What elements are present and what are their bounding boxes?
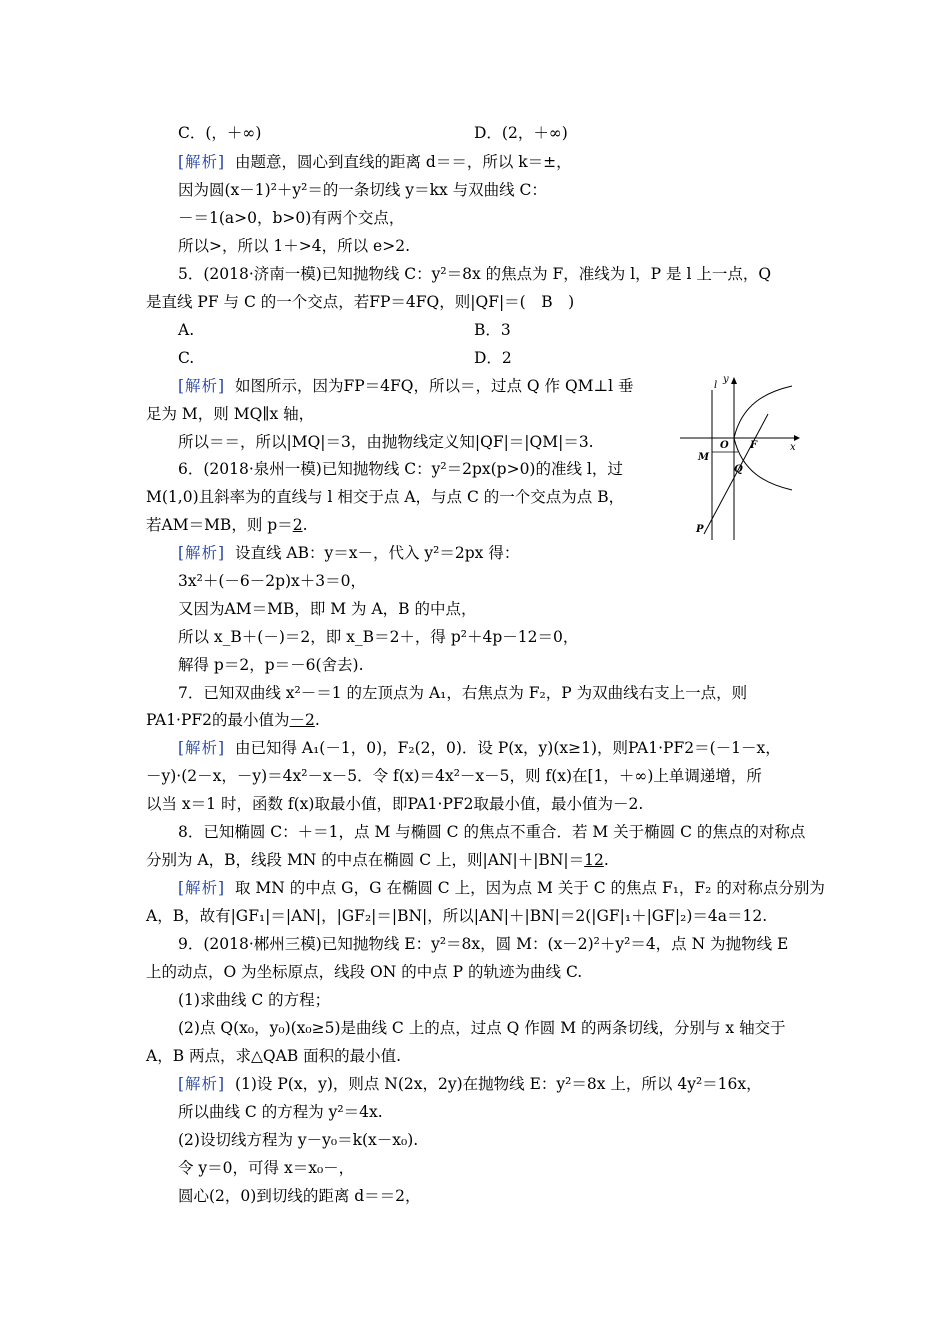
q5-option-a: A.	[178, 321, 195, 339]
q9-solution-line-5: 圆心(2，0)到切线的距离 d＝＝2，	[178, 1187, 421, 1205]
q5-solution-line-3: 所以＝＝，所以|MQ|＝3，由抛物线定义知|QF|＝|QM|＝3.	[178, 433, 594, 451]
q6-solution-line-4: 所以 x_B＋(－)＝2，即 x_B＝2＋，得 p²＋4p－12＝0，	[178, 628, 579, 646]
q6-solution-line-5: 解得 p＝2，p＝－6(舍去).	[178, 656, 364, 674]
q9-part-2-line-2: A，B 两点，求△QAB 面积的最小值.	[146, 1047, 402, 1065]
q5-solution-line-1	[178, 376, 634, 396]
q5-solution-text-1: 如图所示，因为FP＝4FQ，所以＝，过点 Q 作 QM⊥l 垂	[234, 377, 634, 395]
q5-solution-line-2: 足为 M，则 MQ∥x 轴，	[146, 405, 315, 423]
q9-stem-line-1: 9．(2018·郴州三模)已知抛物线 E：y²＝8x，圆 M：(x－2)²＋y²＝4，点 N 为抛物线 E	[178, 935, 789, 953]
q7-answer: －2	[289, 711, 315, 729]
label-m: M	[698, 452, 710, 463]
q9-part-1: (1)求曲线 C 的方程；	[178, 991, 331, 1009]
x-axis-arrow	[794, 435, 800, 441]
q7-solution-line-3: 以当 x＝1 时，函数 f(x)取最小值，即PA1·PF2取最小值，最小值为－2.	[146, 795, 644, 813]
q8-answer: 12	[584, 851, 604, 869]
analysis-tag: [解析]	[178, 879, 226, 897]
q6-stem-line-2: M(1,0)且斜率为的直线与 l 相交于点 A，与点 C 的一个交点为点 B，	[146, 488, 625, 506]
q9-solution-text-1: (1)设 P(x，y)，则点 N(2x，2y)在抛物线 E：y²＝8x 上，所以 4y²＝16x，	[234, 1075, 762, 1093]
q5-stem-line-1: 5．(2018·济南一模)已知抛物线 C：y²＝8x 的焦点为 F，准线为 l，P 是 l 上一点，Q	[178, 265, 772, 283]
q9-part-2-line-1: (2)点 Q(x₀，y₀)(x₀≥5)是曲线 C 上的点，过点 Q 作圆 M 的两条切线，分别与 x 轴交于	[178, 1019, 786, 1037]
label-y: y	[723, 374, 729, 385]
q4-solution-line-1	[178, 152, 572, 172]
q7-solution-line-2: －y)·(2－x，－y)＝4x²－x－5．令 f(x)＝4x²－x－5，则 f(x)在[1，＋∞)上单调递增，所	[146, 767, 762, 785]
q7-solution-line-1	[178, 738, 781, 758]
label-p: P	[696, 524, 704, 535]
q4-solution-line-2: 因为圆(x－1)²＋y²＝的一条切线 y＝kx 与双曲线 C：	[178, 181, 547, 199]
y-axis-arrow	[731, 377, 737, 384]
analysis-tag: [解析]	[178, 1075, 226, 1093]
q6-solution-line-1	[178, 543, 519, 563]
label-f: F	[750, 440, 758, 451]
q6-solution-line-3: 又因为AM＝MB，即 M 为 A，B 的中点，	[178, 600, 477, 618]
q6-solution-text-1: 设直线 AB：y＝x－，代入 y²＝2px 得：	[234, 544, 520, 562]
analysis-tag: [解析]	[178, 739, 226, 757]
q4-solution-line-4: 所以>，所以 1＋>4，所以 e>2.	[178, 237, 411, 255]
q7-stem-line-1: 7．已知双曲线 x²－＝1 的左顶点为 A₁，右焦点为 F₂，P 为双曲线右支上一点，则	[178, 684, 748, 702]
q6-stem-line-1: 6．(2018·泉州一模)已知抛物线 C：y²＝2px(p>0)的准线 l，过	[178, 460, 623, 478]
q6-stem-text: 若AM＝MB，则 p＝	[146, 516, 293, 534]
q6-stem-line-3	[146, 515, 308, 535]
analysis-tag: [解析]	[178, 377, 226, 395]
q6-period: .	[302, 516, 308, 534]
q8-solution-line-1	[178, 878, 825, 898]
q6-answer: 2	[292, 516, 303, 534]
q8-stem-text: 分别为 A，B，线段 MN 的中点在椭圆 C 上，则|AN|＋|BN|＝	[146, 851, 585, 869]
analysis-tag: [解析]	[178, 153, 226, 171]
q8-stem-line-1: 8．已知椭圆 C：＋＝1，点 M 与椭圆 C 的焦点不重合．若 M 关于椭圆 C 的焦点的对称点	[178, 823, 806, 841]
q5-option-b: B．3	[474, 321, 511, 339]
q8-stem-line-2	[146, 850, 609, 870]
q7-stem-text: PA1·PF2的最小值为	[146, 711, 290, 729]
q5-stem-line-2: 是直线 PF 与 C 的一个交点，若FP＝4FQ，则|QF|＝( B )	[146, 293, 575, 311]
q4-option-c: C．(，＋∞)	[178, 124, 262, 142]
label-q: Q	[734, 464, 743, 475]
q9-solution-line-3: (2)设切线方程为 y－y₀＝k(x－x₀).	[178, 1131, 419, 1149]
q5-option-c: C.	[178, 349, 195, 367]
q5-option-d: D．2	[474, 349, 512, 367]
q8-solution-line-2: A，B，故有|GF₁|＝|AN|，|GF₂|＝|BN|，所以|AN|＋|BN|＝2(|GF|₁＋|GF|₂)＝4a＝12.	[146, 907, 768, 925]
q9-solution-line-2: 所以曲线 C 的方程为 y²＝4x.	[178, 1103, 383, 1121]
analysis-tag: [解析]	[178, 544, 226, 562]
q6-solution-line-2: 3x²＋(－6－2p)x＋3＝0，	[178, 572, 367, 590]
q9-stem-line-2: 上的动点，O 为坐标原点，线段 ON 的中点 P 的轨迹为曲线 C.	[146, 963, 583, 981]
q9-solution-line-4: 令 y＝0，可得 x＝x₀－，	[178, 1159, 355, 1177]
q8-period: .	[603, 851, 609, 869]
parabola-figure	[676, 374, 808, 542]
q7-period: .	[314, 711, 320, 729]
q4-option-d: D．(2，＋∞)	[474, 124, 568, 142]
q9-solution-line-1	[178, 1074, 762, 1094]
q4-solution-text-1: 由题意，圆心到直线的距离 d＝＝，所以 k＝±，	[234, 153, 572, 171]
label-x: x	[790, 442, 796, 453]
label-o: O	[720, 440, 729, 451]
label-l: l	[714, 380, 718, 391]
q7-solution-text-1: 由已知得 A₁(－1，0)，F₂(2，0)．设 P(x，y)(x≥1)，则PA1·PF2＝(－1－x，	[234, 739, 781, 757]
q7-stem-line-2	[146, 710, 320, 730]
q8-solution-text-1: 取 MN 的中点 G，G 在椭圆 C 上，因为点 M 关于 C 的焦点 F₁，F₂ 的对称点分别为	[234, 879, 825, 897]
q4-solution-line-3: －＝1(a>0，b>0)有两个交点，	[178, 209, 405, 227]
